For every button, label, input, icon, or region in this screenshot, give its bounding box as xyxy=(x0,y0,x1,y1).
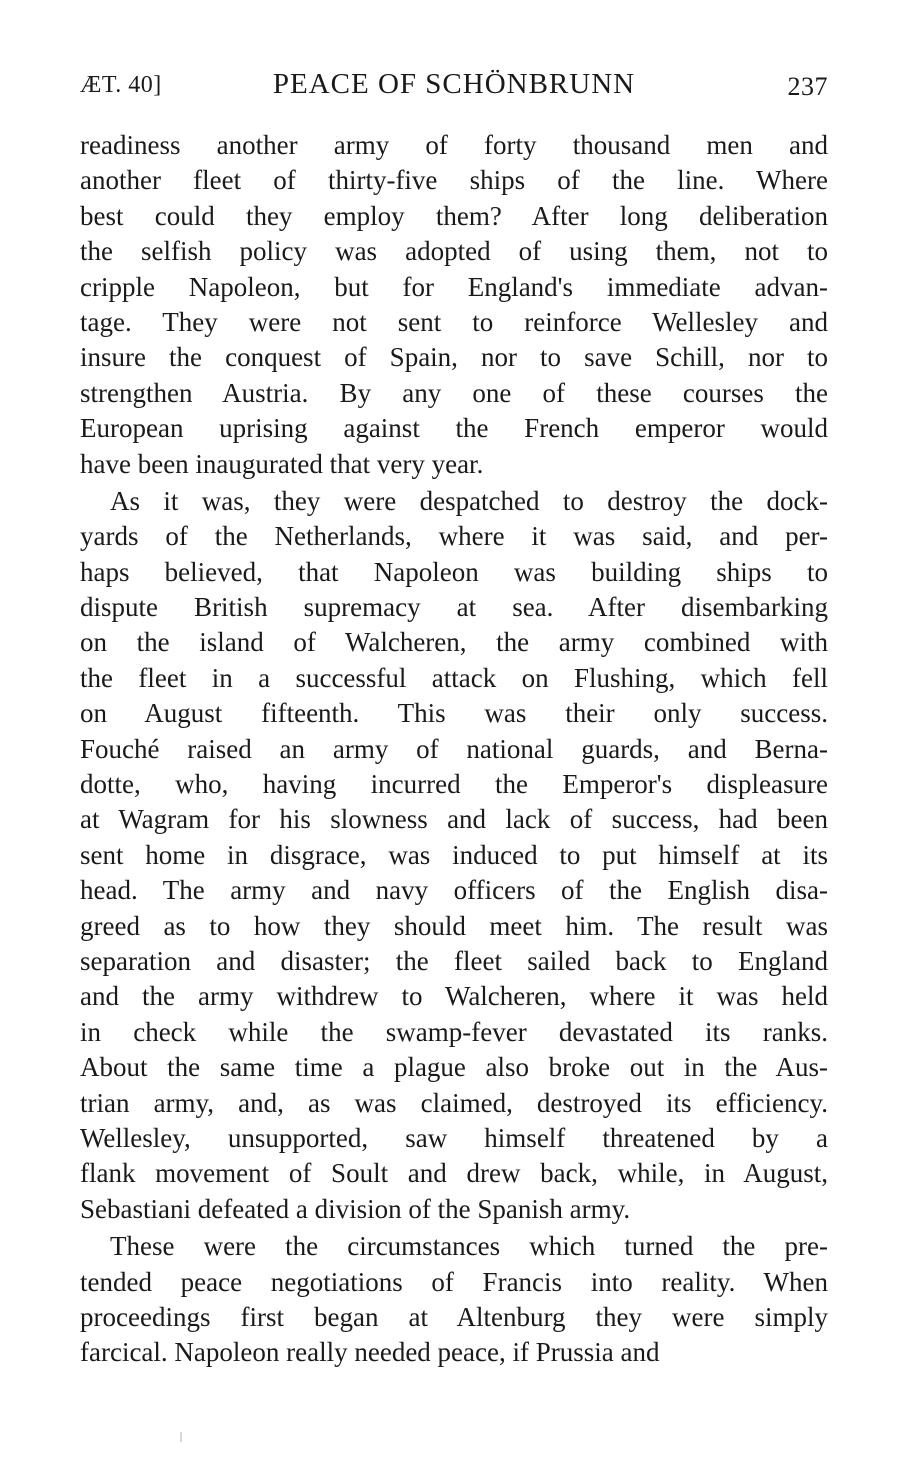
text-line: head. The army and navy officers of the English disa- xyxy=(80,875,828,906)
text-line: separation and disaster; the fleet sailed back to England xyxy=(80,945,828,976)
text-line: best could they employ them? After long deliberation xyxy=(80,200,828,231)
text-line: the fleet in a successful attack on Flushing, which fell xyxy=(80,662,828,693)
text-line: insure the conquest of Spain, nor to save Schill, nor to xyxy=(80,342,828,373)
scan-mark xyxy=(180,1432,182,1442)
running-head xyxy=(80,68,828,108)
text-line: tage. They were not sent to reinforce Wellesley and xyxy=(80,306,828,337)
text-line: These were the circumstances which turned the pre- xyxy=(110,1231,828,1262)
text-line: on August fifteenth. This was their only success. xyxy=(80,698,828,729)
text-line: Fouché raised an army of national guards, and Berna- xyxy=(80,733,828,764)
text-line: another fleet of thirty-five ships of the line. Where xyxy=(80,165,828,196)
text-line: dotte, who, having incurred the Emperor's displeasure xyxy=(80,769,828,800)
text-line: have been inaugurated that very year. xyxy=(80,448,484,479)
text-line: tended peace negotiations of Francis into reality. When xyxy=(80,1266,828,1297)
text-line: European uprising against the French emperor would xyxy=(80,413,828,444)
text-line: proceedings first began at Altenburg they were simply xyxy=(80,1301,828,1332)
text-line: strengthen Austria. By any one of these courses the xyxy=(80,377,828,408)
text-line: Sebastiani defeated a division of the Spanish army. xyxy=(80,1193,631,1224)
paragraph xyxy=(80,484,828,1227)
paragraph xyxy=(80,128,828,482)
text-line: cripple Napoleon, but for England's immediate advan- xyxy=(80,271,828,302)
text-line: at Wagram for his slowness and lack of success, had been xyxy=(80,804,828,835)
header-age-note: ÆT. 40] xyxy=(80,72,162,98)
text-line: trian army, and, as was claimed, destroyed its efficiency. xyxy=(80,1087,828,1118)
page-title: PEACE OF SCHÖNBRUNN xyxy=(272,68,636,100)
text-line: in check while the swamp-fever devastated its ranks. xyxy=(80,1016,828,1047)
text-line: readiness another army of forty thousand men and xyxy=(80,130,828,160)
body-text xyxy=(80,128,828,1371)
text-line: on the island of Walcheren, the army combined with xyxy=(80,627,828,658)
text-line: sent home in disgrace, was induced to put himself at its xyxy=(80,839,828,870)
text-line: As it was, they were despatched to destroy the dock- xyxy=(110,485,828,516)
text-line: haps believed, that Napoleon was building ships to xyxy=(80,556,828,587)
text-line: the selfish policy was adopted of using them, not to xyxy=(80,236,828,267)
text-line: yards of the Netherlands, where it was said, and per- xyxy=(80,521,828,552)
text-line: greed as to how they should meet him. The result was xyxy=(80,910,828,941)
page-number: 237 xyxy=(787,72,828,101)
text-line: flank movement of Soult and drew back, while, in August, xyxy=(80,1158,828,1189)
text-line: and the army withdrew to Walcheren, where it was held xyxy=(80,981,828,1012)
paragraph xyxy=(80,1229,828,1371)
text-line: Wellesley, unsupported, saw himself threatened by a xyxy=(80,1122,828,1153)
text-line: farcical. Napoleon really needed peace, if Prussia and xyxy=(80,1337,660,1368)
text-line: About the same time a plague also broke out in the Aus- xyxy=(80,1052,828,1083)
text-line: dispute British supremacy at sea. After disembarking xyxy=(80,592,828,623)
